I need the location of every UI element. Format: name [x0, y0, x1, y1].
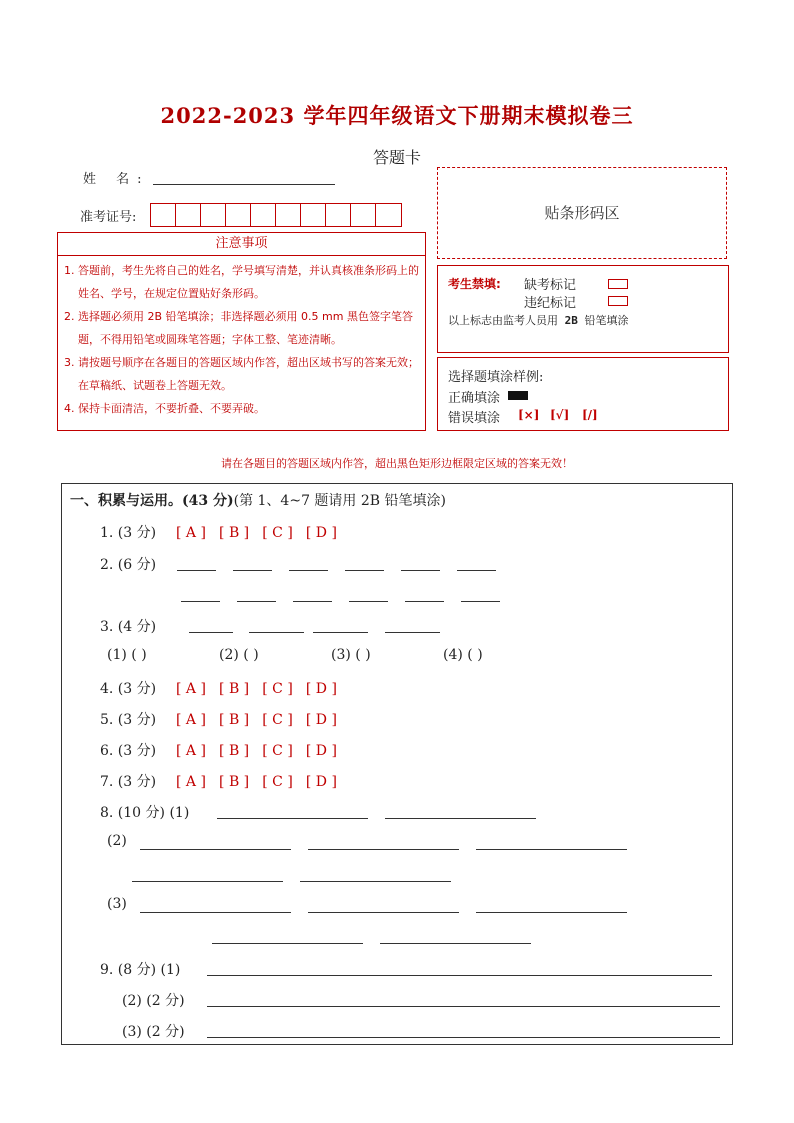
exam-id-digit-cell[interactable]	[301, 204, 326, 226]
exam-id-digit-cell[interactable]	[251, 204, 276, 226]
answer-blank[interactable]	[461, 600, 500, 602]
answer-blank[interactable]	[349, 600, 388, 602]
wrong-fill-mark: [/]	[582, 408, 598, 422]
answer-blank[interactable]	[300, 880, 451, 882]
answer-blank[interactable]	[385, 817, 536, 819]
answer-blank[interactable]	[237, 600, 276, 602]
notice-heading: 注意事项	[57, 232, 426, 256]
answer-blank[interactable]	[177, 569, 216, 571]
q1-options[interactable]	[176, 522, 337, 541]
option-b[interactable]: [ B ]	[219, 681, 250, 697]
exam-id-digit-cell[interactable]	[376, 204, 401, 226]
option-c[interactable]: [ C ]	[262, 525, 293, 541]
absent-checkbox[interactable]	[608, 279, 628, 289]
option-d[interactable]: [ D ]	[305, 525, 337, 541]
q7-options[interactable]	[176, 771, 337, 790]
exam-id-label: 准考证号:	[80, 210, 137, 225]
name-label: 姓 名:	[83, 172, 150, 187]
option-c[interactable]: [ C ]	[262, 743, 293, 759]
answer-blank[interactable]	[289, 569, 328, 571]
option-d[interactable]: [ D ]	[305, 743, 337, 759]
q8-3-label: (3)	[107, 896, 127, 912]
answer-blank[interactable]	[140, 848, 291, 850]
fill-sample-box	[437, 357, 729, 431]
q1-label: 1. (3 分)	[100, 525, 157, 541]
wrong-fill-mark: [×]	[518, 408, 540, 422]
correct-fill-mark	[508, 391, 528, 400]
option-c[interactable]: [ C ]	[262, 774, 293, 790]
answer-blank[interactable]	[212, 942, 363, 944]
answer-blank[interactable]	[293, 600, 332, 602]
option-a[interactable]: [ A ]	[176, 712, 206, 728]
notice-item: 2. 选择题必须用 2B 铅笔填涂；非选择题必须用 0.5 mm 黑色签字笔答题，不得用铅笔或圆珠笔答题；字体工整、笔迹清晰。	[64, 310, 413, 346]
notice-item: 4. 保持卡面清洁，不要折叠、不要弄破。	[64, 402, 265, 415]
q4-label: 4. (3 分)	[100, 681, 157, 697]
q3-sub-answer[interactable]: (3) ( )	[331, 647, 371, 663]
answer-blank[interactable]	[380, 942, 531, 944]
option-b[interactable]: [ B ]	[219, 712, 250, 728]
exam-id-digit-cell[interactable]	[326, 204, 351, 226]
option-a[interactable]: [ A ]	[176, 774, 206, 790]
sample-heading: 选择题填涂样例:	[448, 370, 544, 385]
q8-2-label: (2)	[107, 833, 127, 849]
answer-blank[interactable]	[308, 848, 459, 850]
option-a[interactable]: [ A ]	[176, 681, 206, 697]
answer-section-box	[61, 483, 733, 1045]
answer-blank[interactable]	[476, 848, 627, 850]
answer-blank[interactable]	[233, 569, 272, 571]
answer-blank[interactable]	[249, 631, 304, 633]
option-b[interactable]: [ B ]	[219, 525, 250, 541]
answer-blank[interactable]	[476, 911, 627, 913]
notice-item: 3. 请按题号顺序在各题目的答题区域内作答，超出区域书写的答案无效；在草稿纸、试题卷上答题无效。	[64, 356, 419, 392]
q4-options[interactable]	[176, 678, 337, 697]
answer-blank[interactable]	[207, 974, 712, 976]
option-b[interactable]: [ B ]	[219, 774, 250, 790]
invigilator-mark-box	[437, 265, 729, 353]
answer-blank[interactable]	[189, 631, 233, 633]
notice-box	[57, 255, 426, 431]
answer-blank[interactable]	[457, 569, 496, 571]
answer-blank[interactable]	[385, 631, 440, 633]
wrong-fill-mark: [√]	[550, 408, 570, 422]
violation-checkbox[interactable]	[608, 296, 628, 306]
ban-label: 考生禁填:	[448, 277, 501, 291]
exam-id-digit-cell[interactable]	[351, 204, 376, 226]
section-heading: 一、积累与运用。(43 分)(第 1、4~7 题请用 2B 铅笔填涂)	[70, 493, 446, 509]
q3-sub-answer[interactable]: (1) ( )	[107, 647, 147, 663]
answer-blank[interactable]	[217, 817, 368, 819]
answer-blank[interactable]	[405, 600, 444, 602]
answer-blank[interactable]	[207, 1005, 720, 1007]
option-a[interactable]: [ A ]	[176, 525, 206, 541]
ban-note: 以上标志由监考人员用 2B 铅笔填涂	[448, 314, 629, 327]
answer-blank[interactable]	[313, 631, 368, 633]
exam-id-digit-cell[interactable]	[276, 204, 301, 226]
answer-blank[interactable]	[345, 569, 384, 571]
exam-id-digit-cell[interactable]	[201, 204, 226, 226]
violation-label: 违纪标记	[524, 296, 577, 311]
option-b[interactable]: [ B ]	[219, 743, 250, 759]
answer-blank[interactable]	[401, 569, 440, 571]
q7-label: 7. (3 分)	[100, 774, 157, 790]
q9-label: 9. (8 分) (1)	[100, 962, 181, 978]
answer-blank[interactable]	[308, 911, 459, 913]
answer-blank[interactable]	[140, 911, 291, 913]
q5-options[interactable]	[176, 709, 337, 728]
absent-label: 缺考标记	[524, 278, 577, 293]
q6-label: 6. (3 分)	[100, 743, 157, 759]
notice-item: 1. 答题前，考生先将自己的姓名，学号填写清楚，并认真核准条形码上的姓名、学号，在规定位置贴好条形码。	[64, 264, 419, 300]
option-d[interactable]: [ D ]	[305, 681, 337, 697]
option-c[interactable]: [ C ]	[262, 681, 293, 697]
q5-label: 5. (3 分)	[100, 712, 157, 728]
option-d[interactable]: [ D ]	[305, 712, 337, 728]
option-a[interactable]: [ A ]	[176, 743, 206, 759]
page-title: 2022-2023 学年四年级语文下册期末模拟卷三	[160, 103, 634, 128]
exam-id-digit-cell[interactable]	[226, 204, 251, 226]
option-c[interactable]: [ C ]	[262, 712, 293, 728]
name-field[interactable]	[153, 168, 335, 185]
exam-id-cells[interactable]	[150, 203, 402, 227]
exam-id-digit-cell[interactable]	[151, 204, 176, 226]
q3-label: 3. (4 分)	[100, 619, 157, 635]
barcode-label: 贴条形码区	[544, 204, 620, 222]
q2-label: 2. (6 分)	[100, 557, 157, 573]
answer-area-warning: 请在各题目的答题区域内作答，超出黑色矩形边框限定区域的答案无效！	[221, 457, 573, 470]
correct-fill-label: 正确填涂	[448, 391, 501, 406]
wrong-fill-label: 错误填涂	[448, 411, 501, 426]
q9-2-label: (2) (2 分)	[122, 993, 185, 1009]
q3-sub-answer[interactable]: (2) ( )	[219, 647, 259, 663]
answer-sheet-subtitle: 答题卡	[372, 148, 421, 167]
answer-blank[interactable]	[181, 600, 220, 602]
q3-sub-answer[interactable]: (4) ( )	[443, 647, 483, 663]
barcode-area	[437, 167, 727, 259]
q8-label: 8. (10 分) (1)	[100, 805, 190, 821]
q9-3-label: (3) (2 分)	[122, 1024, 185, 1040]
exam-id-digit-cell[interactable]	[176, 204, 201, 226]
q6-options[interactable]	[176, 740, 337, 759]
answer-blank[interactable]	[207, 1036, 720, 1038]
answer-blank[interactable]	[132, 880, 283, 882]
option-d[interactable]: [ D ]	[305, 774, 337, 790]
